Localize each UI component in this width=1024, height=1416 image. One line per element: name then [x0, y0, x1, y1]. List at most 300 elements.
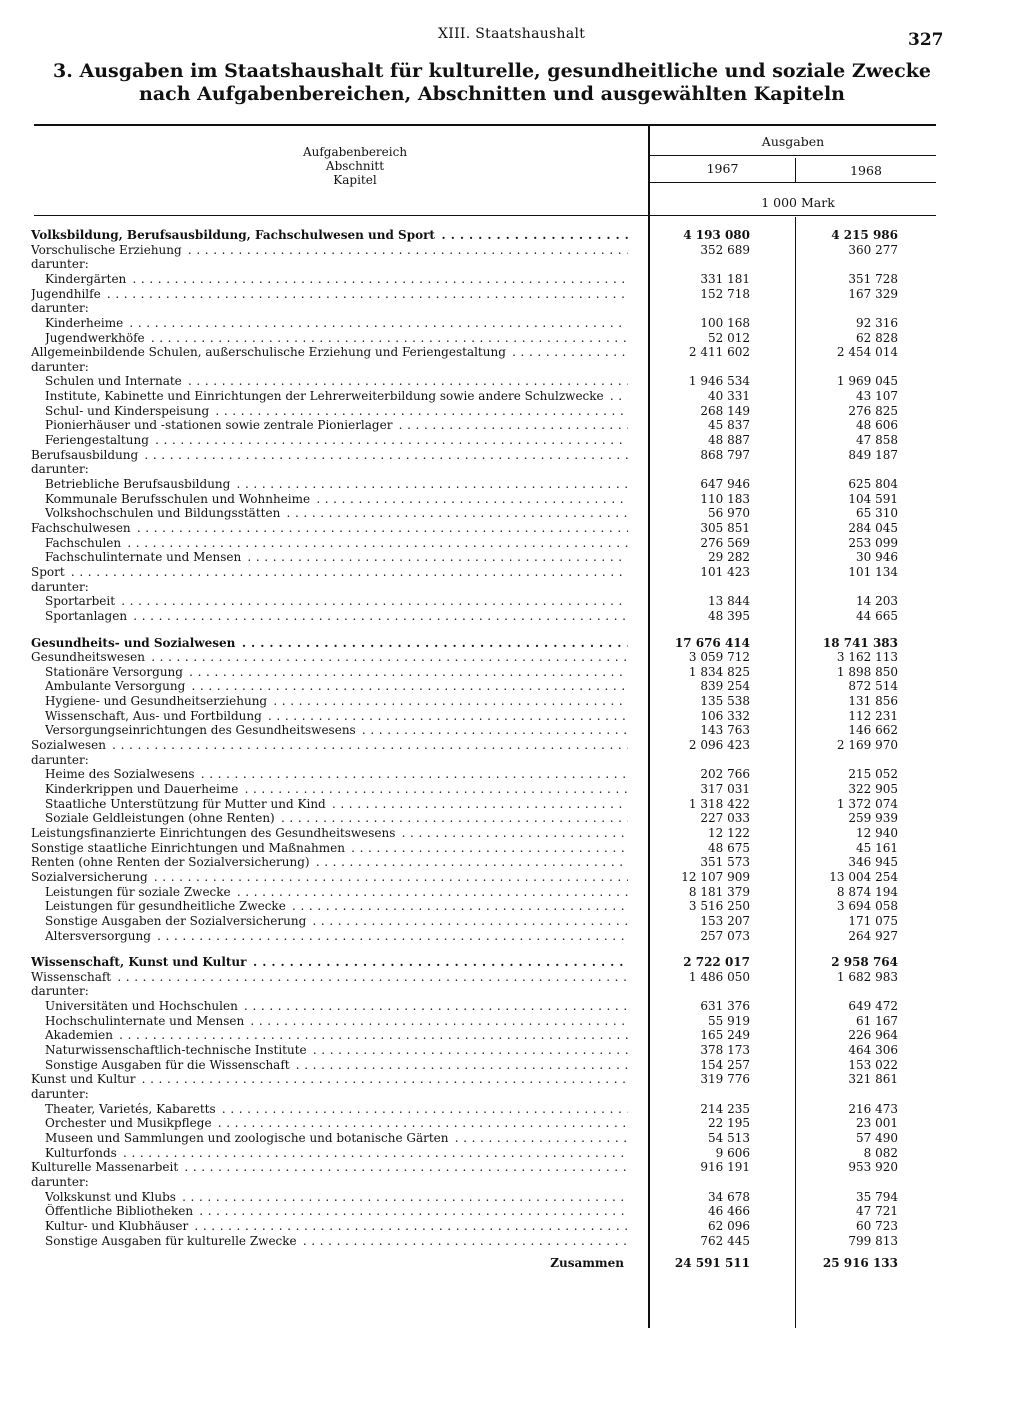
table-row [0, 826, 1024, 840]
value-1967: 1 946 534 [688, 374, 750, 388]
value-1968: 1 372 074 [836, 797, 898, 811]
row-label [45, 316, 628, 330]
table-row [0, 870, 1024, 884]
value-1967: 56 970 [708, 506, 750, 520]
table-row [0, 929, 1024, 943]
table-row [0, 536, 1024, 550]
value-1967: 52 012 [708, 331, 750, 345]
value-1967: 9 606 [715, 1146, 750, 1160]
value-1967: 647 946 [700, 477, 750, 491]
row-label [45, 418, 628, 432]
table-row [0, 580, 1024, 594]
value-1968: 146 662 [848, 723, 898, 737]
value-1968: 3 162 113 [836, 650, 898, 664]
row-label-text: Kultur- und Klubhäuser [45, 1219, 189, 1233]
value-1968: 131 856 [848, 694, 898, 708]
value-1968: 276 825 [848, 404, 898, 418]
table-row [0, 1072, 1024, 1086]
row-label [45, 1043, 628, 1057]
value-1967: 24 591 511 [674, 1256, 750, 1270]
table-row [0, 243, 1024, 257]
table-row [0, 782, 1024, 796]
row-label [31, 565, 628, 579]
year-header-1968: 1968 [850, 163, 882, 178]
row-label-text: darunter: [31, 257, 89, 271]
table-row [0, 287, 1024, 301]
table-row [0, 345, 1024, 359]
row-label-text: Fachschulen [45, 536, 122, 550]
table-title-line-1: 3. Ausgaben im Staatshaushalt für kulturelle, gesundheitliche und soziale Zwecke [53, 60, 931, 82]
row-label-text: Sportarbeit [45, 594, 116, 608]
row-label-text: darunter: [31, 580, 89, 594]
value-1968: 35 794 [856, 1190, 898, 1204]
value-1967: 352 689 [700, 243, 750, 257]
row-label [31, 650, 628, 664]
value-1968: 13 004 254 [829, 870, 898, 884]
row-label [45, 492, 628, 506]
table-row [0, 636, 1024, 650]
table-row [0, 389, 1024, 403]
row-label-text: Sonstige Ausgaben der Sozialversicherung [45, 914, 307, 928]
row-label-text: Schul- und Kinderspeisung [45, 404, 210, 418]
row-label [45, 374, 628, 388]
row-label-text: Feriengestaltung [45, 433, 149, 447]
value-1967: 631 376 [700, 999, 750, 1013]
row-label-text: Leistungen für soziale Zwecke [45, 885, 231, 899]
value-1968: 849 187 [848, 448, 898, 462]
value-1967: 214 235 [700, 1102, 750, 1116]
value-1968: 226 964 [848, 1028, 898, 1042]
table-row [0, 984, 1024, 998]
row-label [45, 550, 628, 564]
table-row [0, 811, 1024, 825]
table-row [0, 841, 1024, 855]
table-row [0, 228, 1024, 242]
table-row [0, 885, 1024, 899]
row-label [31, 870, 628, 884]
row-label-text: Wissenschaft, Aus- und Fortbildung [45, 709, 262, 723]
row-label [45, 389, 628, 403]
table-row [0, 709, 1024, 723]
value-1967: 4 193 080 [683, 228, 750, 242]
value-1968: 8 082 [863, 1146, 898, 1160]
value-1968: 253 099 [848, 536, 898, 550]
table-row [0, 914, 1024, 928]
row-label-text: darunter: [31, 984, 89, 998]
table-row [0, 492, 1024, 506]
row-label [45, 797, 628, 811]
row-label [45, 1102, 628, 1116]
row-label [45, 1058, 628, 1072]
row-label-text: Sportanlagen [45, 609, 128, 623]
value-1967: 868 797 [700, 448, 750, 462]
table-row [0, 1204, 1024, 1218]
value-1967: 55 919 [708, 1014, 750, 1028]
row-label-text: Pionierhäuser und -stationen sowie zentrale Pionierlager [45, 418, 393, 432]
stub-header-level-2: Abschnitt [325, 159, 385, 173]
value-1968: 61 167 [856, 1014, 898, 1028]
value-1968: 322 905 [848, 782, 898, 796]
value-1968: 12 940 [856, 826, 898, 840]
table-row [0, 506, 1024, 520]
value-1967: 3 516 250 [688, 899, 750, 913]
table-row [0, 565, 1024, 579]
value-1968: 799 813 [848, 1234, 898, 1248]
value-1968: 464 306 [848, 1043, 898, 1057]
row-label [45, 1116, 628, 1130]
row-label-text: Schulen und Internate [45, 374, 182, 388]
value-1968: 45 161 [856, 841, 898, 855]
row-label [31, 970, 628, 984]
table-row [0, 738, 1024, 752]
value-1968: 953 920 [848, 1160, 898, 1174]
stub-header-level-3: Kapitel [333, 173, 377, 187]
row-label [31, 855, 628, 869]
row-label [45, 885, 628, 899]
unit-header: 1 000 Mark [761, 195, 835, 210]
value-1967: 46 466 [708, 1204, 750, 1218]
row-label [31, 301, 628, 315]
row-label-text: Altersversorgung [45, 929, 151, 943]
value-1968: 872 514 [848, 679, 898, 693]
value-1967: 1 834 825 [688, 665, 750, 679]
row-label [45, 506, 628, 520]
row-label [45, 999, 628, 1013]
table-row [0, 594, 1024, 608]
value-1968: 3 694 058 [836, 899, 898, 913]
row-label-text: Soziale Geldleistungen (ohne Renten) [45, 811, 275, 825]
table-row [0, 753, 1024, 767]
row-label-text: Gesundheits- und Sozialwesen [31, 636, 236, 650]
row-label [31, 257, 628, 271]
value-1968: 1 969 045 [836, 374, 898, 388]
value-1968: 346 945 [848, 855, 898, 869]
value-1968: 25 916 133 [822, 1256, 898, 1270]
value-1968: 23 001 [856, 1116, 898, 1130]
value-1967: 62 096 [708, 1219, 750, 1233]
row-label [31, 636, 628, 650]
table-row [0, 1219, 1024, 1233]
row-label-text: Sonstige Ausgaben für die Wissenschaft [45, 1058, 290, 1072]
row-label-text: Fachschulinternate und Mensen [45, 550, 242, 564]
value-1967: 317 031 [700, 782, 750, 796]
table-row [0, 694, 1024, 708]
table-row [0, 955, 1024, 969]
value-1968: 43 107 [856, 389, 898, 403]
row-label-text: Berufsausbildung [31, 448, 139, 462]
row-label [45, 331, 628, 345]
table-row [0, 550, 1024, 564]
value-1968: 65 310 [856, 506, 898, 520]
value-1968: 259 939 [848, 811, 898, 825]
value-1967: 351 573 [700, 855, 750, 869]
row-label-text: Akademien [45, 1028, 113, 1042]
row-label-text: Kulturfonds [45, 1146, 117, 1160]
row-label [45, 1219, 628, 1233]
row-label-text: Sozialwesen [31, 738, 106, 752]
table-row [0, 899, 1024, 913]
row-label-text: Fachschulwesen [31, 521, 131, 535]
value-1967: 34 678 [708, 1190, 750, 1204]
value-1967: 110 183 [700, 492, 750, 506]
table-row [0, 1146, 1024, 1160]
value-1968: 351 728 [848, 272, 898, 286]
value-1967: 331 181 [700, 272, 750, 286]
row-label [45, 477, 628, 491]
row-label [31, 955, 628, 969]
table-row [0, 970, 1024, 984]
page-number: 327 [908, 30, 944, 50]
row-label [45, 811, 628, 825]
value-1967: 2 722 017 [683, 955, 750, 969]
row-label-text: Zusammen [550, 1256, 624, 1270]
row-label [31, 448, 628, 462]
table-row [0, 1190, 1024, 1204]
row-label [45, 1204, 628, 1218]
row-label-text: Ambulante Versorgung [45, 679, 186, 693]
row-label-text: Renten (ohne Renten der Sozialversicherung) [31, 855, 310, 869]
table-row [0, 650, 1024, 664]
value-1968: 153 022 [848, 1058, 898, 1072]
value-1968: 649 472 [848, 999, 898, 1013]
row-label-text: Naturwissenschaftlich-technische Institute [45, 1043, 307, 1057]
row-label [31, 753, 628, 767]
value-1967: 106 332 [700, 709, 750, 723]
row-label-text: Versorgungseinrichtungen des Gesundheitswesens [45, 723, 356, 737]
value-1967: 48 395 [708, 609, 750, 623]
value-1968: 321 861 [848, 1072, 898, 1086]
row-label-text: Jugendwerkhöfe [45, 331, 145, 345]
row-label-text: Theater, Varietés, Kabaretts [45, 1102, 216, 1116]
table-row [0, 1116, 1024, 1130]
row-label-text: Allgemeinbildende Schulen, außerschulische Erziehung und Feriengestaltung [31, 345, 506, 359]
row-label [45, 679, 628, 693]
row-label-text: Kommunale Berufsschulen und Wohnheime [45, 492, 311, 506]
table-row [0, 1160, 1024, 1174]
value-1967: 227 033 [700, 811, 750, 825]
table-row [0, 433, 1024, 447]
table-row [0, 797, 1024, 811]
row-label-text: Stationäre Versorgung [45, 665, 183, 679]
table-row [0, 272, 1024, 286]
row-label [45, 767, 628, 781]
row-label-text: Öffentliche Bibliotheken [45, 1204, 194, 1218]
row-label [31, 826, 628, 840]
table-row [0, 448, 1024, 462]
running-title: XIII. Staatshaushalt [438, 26, 586, 42]
stub-header-level-1: Aufgabenbereich [302, 145, 408, 159]
table-row [0, 404, 1024, 418]
row-label [31, 228, 628, 242]
table-row [0, 609, 1024, 623]
table-row [0, 418, 1024, 432]
row-label [31, 521, 628, 535]
value-1968: 62 828 [856, 331, 898, 345]
value-1967: 100 168 [700, 316, 750, 330]
value-1968: 8 874 194 [836, 885, 898, 899]
value-1967: 12 122 [708, 826, 750, 840]
value-1967: 916 191 [700, 1160, 750, 1174]
value-1968: 2 958 764 [831, 955, 898, 969]
value-1968: 625 804 [848, 477, 898, 491]
table-row [0, 1058, 1024, 1072]
table-row [0, 316, 1024, 330]
row-label-text: Sonstige Ausgaben für kulturelle Zwecke [45, 1234, 297, 1248]
row-label [45, 536, 628, 550]
value-1968: 2 169 970 [836, 738, 898, 752]
table-row [0, 1028, 1024, 1042]
row-label [31, 580, 628, 594]
value-1967: 12 107 909 [681, 870, 750, 884]
row-label [31, 360, 628, 374]
row-label-text: Volkshochschulen und Bildungsstätten [45, 506, 281, 520]
value-1967: 319 776 [700, 1072, 750, 1086]
row-label-text: Volkskunst und Klubs [45, 1190, 176, 1204]
value-1967: 2 411 602 [688, 345, 750, 359]
row-label [45, 404, 628, 418]
table-total-row [0, 1256, 1024, 1270]
table-row [0, 477, 1024, 491]
value-1968: 1 682 983 [836, 970, 898, 984]
value-1967: 152 718 [700, 287, 750, 301]
table-row [0, 1131, 1024, 1145]
row-label-text: darunter: [31, 462, 89, 476]
value-1967: 257 073 [700, 929, 750, 943]
table-row [0, 1087, 1024, 1101]
row-label-text: Hochschulinternate und Mensen [45, 1014, 245, 1028]
table-row [0, 1175, 1024, 1189]
row-label [45, 1190, 628, 1204]
row-label [31, 287, 628, 301]
value-1967: 165 249 [700, 1028, 750, 1042]
row-label [45, 914, 628, 928]
column-group-header: Ausgaben [761, 134, 825, 149]
value-1967: 22 195 [708, 1116, 750, 1130]
value-1967: 839 254 [700, 679, 750, 693]
row-label [45, 782, 628, 796]
table-row [0, 301, 1024, 315]
row-label [31, 462, 628, 476]
row-label-text: darunter: [31, 1175, 89, 1189]
row-label [31, 984, 628, 998]
row-label-text: Volksbildung, Berufsausbildung, Fachschulwesen und Sport [31, 228, 435, 242]
value-1968: 215 052 [848, 767, 898, 781]
row-label [45, 433, 628, 447]
row-label [45, 594, 628, 608]
value-1968: 101 134 [848, 565, 898, 579]
row-label-text: Hygiene- und Gesundheitserziehung [45, 694, 268, 708]
value-1967: 268 149 [700, 404, 750, 418]
row-label [45, 899, 628, 913]
row-label [31, 345, 628, 359]
row-label [45, 929, 628, 943]
row-label [31, 738, 628, 752]
row-label [45, 665, 628, 679]
table-row [0, 257, 1024, 271]
value-1968: 264 927 [848, 929, 898, 943]
row-label [45, 609, 628, 623]
value-1967: 143 763 [700, 723, 750, 737]
value-1967: 40 331 [708, 389, 750, 403]
row-label [45, 1146, 628, 1160]
row-label-text: Staatliche Unterstützung für Mutter und Kind [45, 797, 326, 811]
value-1967: 8 181 379 [688, 885, 750, 899]
value-1967: 3 059 712 [688, 650, 750, 664]
row-label-text: darunter: [31, 301, 89, 315]
value-1967: 154 257 [700, 1058, 750, 1072]
value-1967: 29 282 [708, 550, 750, 564]
row-label-text: Sozialversicherung [31, 870, 148, 884]
table-row [0, 665, 1024, 679]
value-1967: 17 676 414 [674, 636, 750, 650]
row-label [45, 723, 628, 737]
value-1968: 104 591 [848, 492, 898, 506]
row-label [31, 1160, 628, 1174]
value-1967: 153 207 [700, 914, 750, 928]
value-1968: 167 329 [848, 287, 898, 301]
row-label [31, 841, 628, 855]
row-label-text: Jugendhilfe [31, 287, 101, 301]
value-1968: 47 858 [856, 433, 898, 447]
row-label [31, 243, 628, 257]
row-label-text: Sport [31, 565, 65, 579]
row-label [31, 1175, 628, 1189]
row-label-text: darunter: [31, 753, 89, 767]
value-1968: 4 215 986 [831, 228, 898, 242]
row-label-text: Kinderheime [45, 316, 124, 330]
value-1967: 305 851 [700, 521, 750, 535]
value-1967: 48 675 [708, 841, 750, 855]
row-label-text: Betriebliche Berufsausbildung [45, 477, 231, 491]
value-1968: 2 454 014 [836, 345, 898, 359]
row-label [31, 1087, 628, 1101]
row-label-text: Leistungsfinanzierte Einrichtungen des Gesundheitswesens [31, 826, 396, 840]
value-1968: 60 723 [856, 1219, 898, 1233]
table-row [0, 1014, 1024, 1028]
value-1967: 45 837 [708, 418, 750, 432]
row-label-text: Heime des Sozialwesens [45, 767, 195, 781]
table-row [0, 360, 1024, 374]
value-1968: 14 203 [856, 594, 898, 608]
table-row [0, 999, 1024, 1013]
value-1968: 57 490 [856, 1131, 898, 1145]
value-1968: 48 606 [856, 418, 898, 432]
row-label-text: Wissenschaft [31, 970, 112, 984]
value-1967: 13 844 [708, 594, 750, 608]
value-1967: 378 173 [700, 1043, 750, 1057]
table-title-line-2: nach Aufgabenbereichen, Abschnitten und ausgewählten Kapiteln [139, 83, 845, 105]
value-1967: 1 318 422 [688, 797, 750, 811]
row-label-text: darunter: [31, 360, 89, 374]
row-label [45, 1028, 628, 1042]
value-1968: 47 721 [856, 1204, 898, 1218]
value-1968: 92 316 [856, 316, 898, 330]
table-row [0, 374, 1024, 388]
value-1968: 112 231 [848, 709, 898, 723]
row-label-text: Orchester und Musikpflege [45, 1116, 212, 1130]
row-label [31, 1256, 626, 1270]
table-row [0, 1043, 1024, 1057]
row-label [31, 1072, 628, 1086]
table-row [0, 855, 1024, 869]
value-1967: 762 445 [700, 1234, 750, 1248]
row-label-text: Museen und Sammlungen und zoologische und botanische Gärten [45, 1131, 449, 1145]
table-row [0, 462, 1024, 476]
row-label-text: Kunst und Kultur [31, 1072, 136, 1086]
value-1968: 360 277 [848, 243, 898, 257]
value-1968: 1 898 850 [836, 665, 898, 679]
value-1967: 276 569 [700, 536, 750, 550]
